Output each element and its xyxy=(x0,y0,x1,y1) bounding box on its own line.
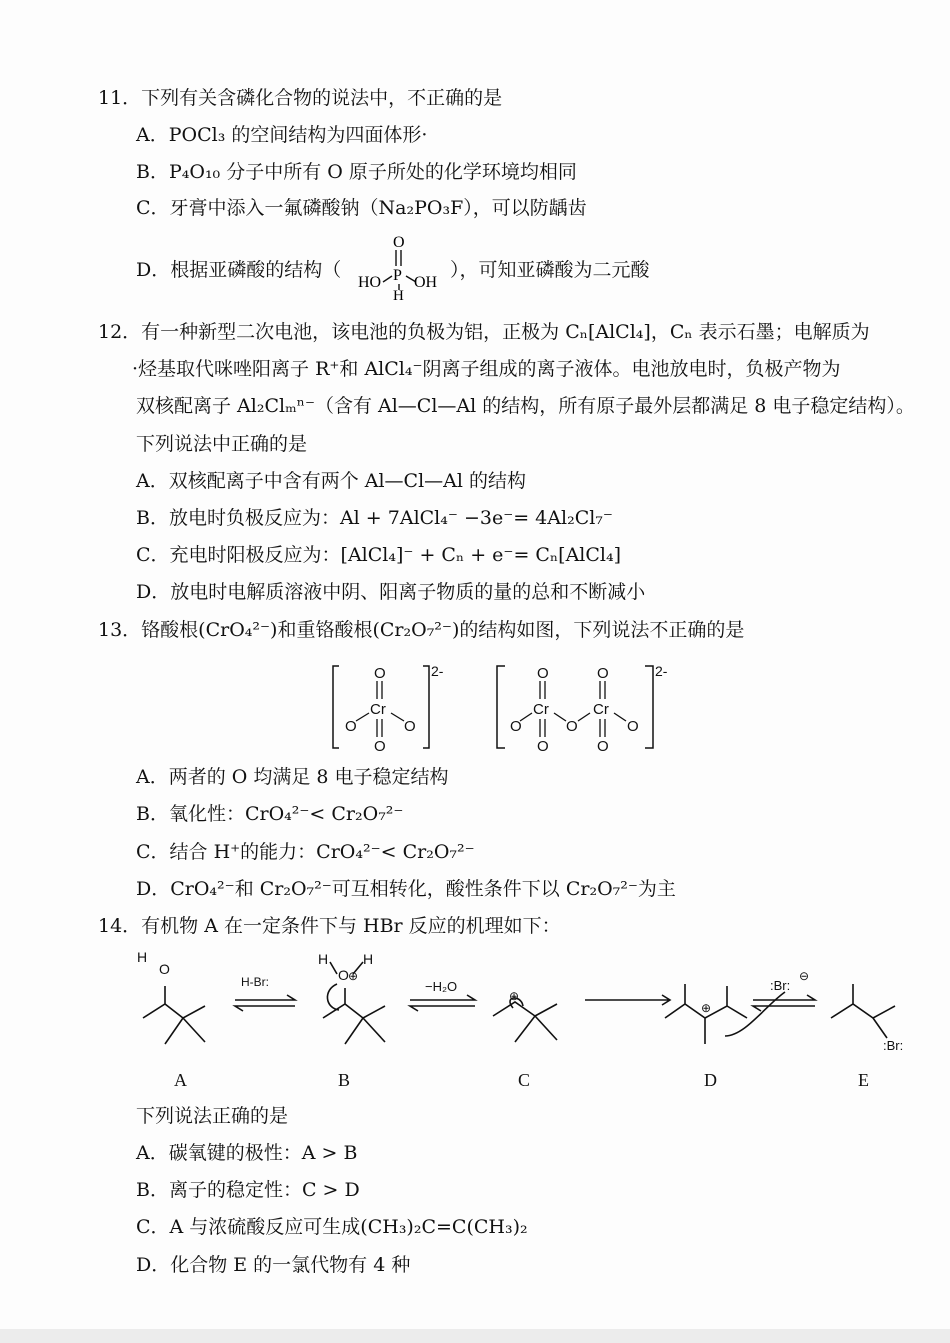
q12-line-1: 12．有一种新型二次电池，该电池的负极为铝，正极为 Cₙ[AlCl₄]，Cₙ 表示石墨；电解质为 xyxy=(98,321,870,343)
struct-ho: HO xyxy=(358,274,382,291)
chromate-o-top: O xyxy=(374,665,386,682)
q13-option-d: D．CrO₄²⁻和 Cr₂O₇²⁻可互相转化，酸性条件下以 Cr₂O₇²⁻为主 xyxy=(136,878,676,900)
q12-option-b: B．放电时负极反应为：Al + 7AlCl₄⁻ −3e⁻= 4Al₂Cl₇⁻ xyxy=(136,507,613,529)
q14-option-a: A．碳氧键的极性：A > B xyxy=(136,1142,358,1164)
hbr-reagent: H-Br: xyxy=(241,975,269,989)
struct-p: P xyxy=(393,267,402,284)
struct-o-top: O xyxy=(393,234,405,251)
e-br-label: :Br: xyxy=(883,1038,904,1053)
h2o-removal: −H₂O xyxy=(425,979,458,994)
chromate-dichromate-structures xyxy=(325,658,685,758)
q14-option-c: C．A 与浓硫酸反应可生成(CH₃)₂C=C(CH₃)₂ xyxy=(136,1216,528,1238)
struct-oh: OH xyxy=(414,274,438,291)
chromate-cr: Cr xyxy=(370,701,386,718)
phosphorous-acid-structure xyxy=(350,232,450,302)
b-h-left: H xyxy=(318,951,329,967)
dichromate-o-bridge: O xyxy=(566,718,578,735)
label-b: B xyxy=(338,1070,351,1090)
a-o-label: O xyxy=(159,961,170,977)
br-anion: :Br: xyxy=(770,978,791,993)
dichromate-cr2: Cr xyxy=(593,701,609,718)
q14-stem: 14．有机物 A 在一定条件下与 HBr 反应的机理如下： xyxy=(98,915,561,937)
q11-option-c: C．牙膏中添入一氟磷酸钠（Na₂PO₃F），可以防龋齿 xyxy=(136,197,587,219)
q12-line-4: 下列说法中正确的是 xyxy=(136,433,308,455)
chromate-o-left: O xyxy=(345,718,357,735)
br-minus: ⊖ xyxy=(799,969,810,983)
label-c: C xyxy=(518,1070,531,1090)
q13-stem: 13．铬酸根(CrO₄²⁻)和重铬酸根(Cr₂O₇²⁻)的结构如图，下列说法不正确的是 xyxy=(98,619,745,641)
q13-option-c: C．结合 H⁺的能力：CrO₄²⁻< Cr₂O₇²⁻ xyxy=(136,841,475,863)
q14-option-d: D．化合物 E 的一氯代物有 4 种 xyxy=(136,1254,411,1276)
label-e: E xyxy=(858,1070,869,1090)
q11-option-d-pre: D．根据亚磷酸的结构（ xyxy=(136,259,342,281)
q14-option-b: B．离子的稳定性：C > D xyxy=(136,1179,360,1201)
q13-option-a: A．两者的 O 均满足 8 电子稳定结构 xyxy=(136,766,449,788)
struct-h: H xyxy=(393,288,404,302)
b-o-label: O xyxy=(338,967,349,983)
c-plus: ⊕ xyxy=(509,989,520,1003)
chromate-o-right: O xyxy=(404,718,416,735)
label-a: A xyxy=(174,1070,187,1090)
q11-stem: 11．下列有关含磷化合物的说法中，不正确的是 xyxy=(98,87,503,109)
a-h-label: H xyxy=(137,949,148,965)
page-bottom-band xyxy=(0,1329,950,1343)
chromate-o-bottom: O xyxy=(374,738,386,755)
q12-line-3: 双核配离子 Al₂Clₘⁿ⁻（含有 Al—Cl—Al 的结构，所有原子最外层都满足 8 电子稳定结构）。 xyxy=(136,395,915,417)
q11-option-d-post: ），可知亚磷酸为二元酸 xyxy=(450,259,650,281)
q12-option-a: A．双核配离子中含有两个 Al—Cl—Al 的结构 xyxy=(136,470,527,492)
q13-option-b: B．氧化性：CrO₄²⁻< Cr₂O₇²⁻ xyxy=(136,803,404,825)
q12-option-d: D．放电时电解质溶液中阴、阳离子物质的量的总和不断减小 xyxy=(136,581,646,603)
q11-option-a: A．POCl₃ 的空间结构为四面体形· xyxy=(136,124,428,146)
dichromate-o-left: O xyxy=(510,718,522,735)
dichromate-o-bottom2: O xyxy=(597,738,609,755)
b-plus: ⊕ xyxy=(348,969,359,983)
q12-line-2: ·烃基取代咪唑阳离子 R⁺和 AlCl₄⁻阴离子组成的离子液体。电池放电时，负极产物为 xyxy=(132,358,841,380)
dichromate-o-top1: O xyxy=(537,665,549,682)
dichromate-charge: 2- xyxy=(655,663,668,679)
dichromate-o-right: O xyxy=(627,718,639,735)
hbr-mechanism-scheme xyxy=(125,946,925,1056)
label-d: D xyxy=(704,1070,717,1090)
d-plus: ⊕ xyxy=(701,1001,712,1015)
dichromate-o-top2: O xyxy=(597,665,609,682)
b-h-right: H xyxy=(363,951,374,967)
dichromate-cr1: Cr xyxy=(533,701,549,718)
q12-option-c: C．充电时阳极反应为：[AlCl₄]⁻ + Cₙ + e⁻= Cₙ[AlCl₄] xyxy=(136,544,622,566)
dichromate-o-bottom1: O xyxy=(537,738,549,755)
q14-sub-stem: 下列说法正确的是 xyxy=(136,1105,289,1127)
chromate-charge: 2- xyxy=(431,663,444,679)
q11-option-b: B．P₄O₁₀ 分子中所有 O 原子所处的化学环境均相同 xyxy=(136,161,577,183)
